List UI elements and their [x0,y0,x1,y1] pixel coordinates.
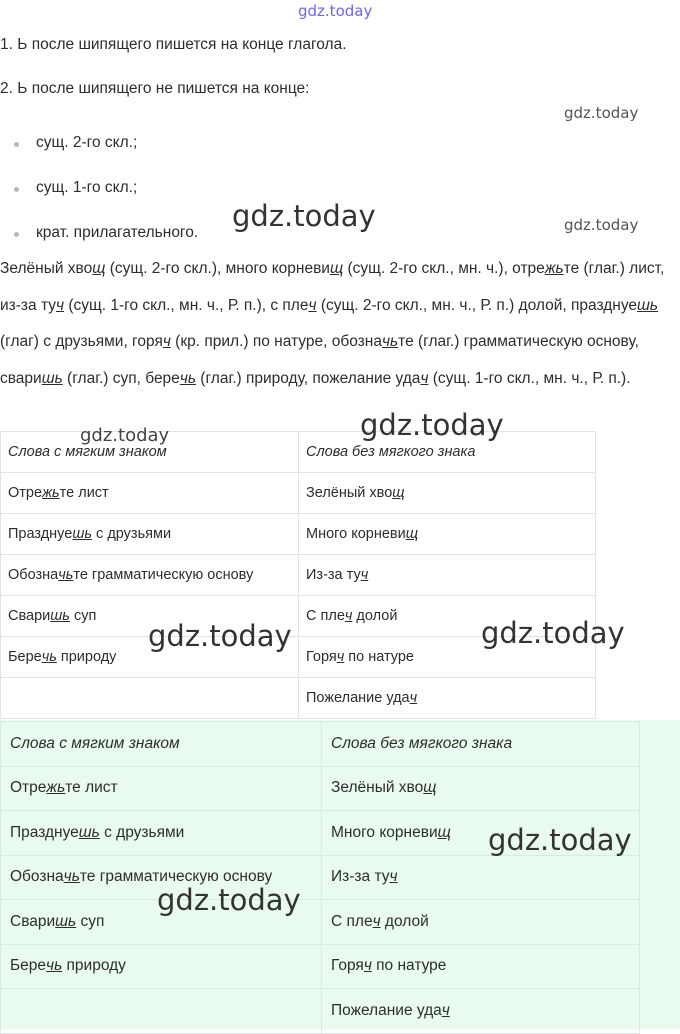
bullet-icon [14,142,19,147]
spelling-highlight: жь [42,485,60,501]
table-cell [299,514,596,555]
watermark: gdz.today [481,616,625,650]
text-segment: Пожелание уда [306,690,410,706]
table-cell [1,473,299,514]
table-cell [299,678,596,719]
watermark: gdz.today [564,216,639,234]
text-segment: (сущ. 1-го скл., мн. ч., Р. п.). [428,369,631,387]
table-row [1,900,640,945]
table-header: Слова с мягким знаком [1,722,322,767]
text-segment: те лист [65,779,118,797]
table-cell [1,514,299,555]
table-cell [1,989,322,1034]
table-row [1,678,596,719]
text-segment: Зелёный хво [306,485,393,501]
spelling-highlight: шь [637,296,659,314]
text-segment: те грамматическую основу [73,567,254,583]
rule-2: 2. Ь после шипящего не пишется на конце: [0,80,310,97]
text-segment: Зелёный хво [331,779,424,797]
table-header: Слова без мягкого знака [322,722,640,767]
text-segment: (сущ. 2-го скл.), много корневи [105,260,330,277]
watermark: gdz.today [148,619,292,653]
text-segment: Зелёный хво [0,260,93,277]
text-segment: (кр. прил.) по натуре, обозна [170,333,382,350]
spelling-highlight: чь [41,649,57,665]
watermark: gdz.today [564,104,639,122]
text-segment: Обозна [8,567,59,583]
text-segment: С пле [331,912,373,930]
watermark: gdz.today [80,425,170,446]
table-row [1,766,640,811]
text-segment: с друзьями [92,526,172,542]
watermark: gdz.today [488,823,632,857]
spelling-highlight: жь [46,779,66,797]
table-row [1,514,596,555]
text-segment: с друзьями [99,823,185,841]
spelling-highlight: шь [78,823,100,841]
spelling-highlight: ч [363,957,372,975]
spelling-highlight: жь [544,260,564,277]
rule-1: 1. Ь после шипящего пишется на конце глагола. [0,36,347,53]
text-segment: (сущ. 2-го скл., мн. ч., Р. п.) долой, празднуе [316,296,638,314]
table-cell [1,766,322,811]
words-table [0,431,596,719]
text-segment: Празднуе [10,823,79,841]
text-segment: по натуре [371,957,447,975]
table-row [1,989,640,1034]
text-segment: Из-за ту [331,868,390,886]
text-segment: долой [380,912,429,930]
words-table-copy [0,721,640,1034]
text-segment: суп [76,912,105,930]
table-row [1,473,596,514]
text-segment: (глаг.) суп, бере [62,369,180,387]
bullet-icon [14,187,19,192]
spelling-highlight: шь [50,608,70,624]
spelling-highlight: ч [409,690,418,706]
text-segment: те грамматическую основу [79,868,273,886]
text-segment: (сущ. 2-го скл., мн. ч.), отре [343,260,545,277]
text-segment: природу [62,957,126,975]
bullet-icon [14,232,19,237]
spelling-highlight: чь [179,369,196,387]
spelling-highlight: ч [162,333,171,350]
table-cell [299,555,596,596]
table-row [1,555,596,596]
spelling-highlight: ч [360,567,369,583]
rule-item: сущ. 1-го скл.; [36,179,138,196]
example-paragraph [0,251,676,397]
watermark: gdz.today [157,883,301,917]
rule-item: крат. прилагательного. [36,224,199,241]
table-cell [1,678,299,719]
spelling-highlight: щ [405,526,419,542]
text-segment: Много корневи [306,526,406,542]
table-cell [1,811,322,856]
text-segment: суп [69,608,97,624]
text-segment: долой [352,608,398,624]
text-segment: С пле [306,608,345,624]
spelling-highlight: шь [41,369,63,387]
table-cell [299,473,596,514]
text-segment: Горя [306,649,337,665]
spelling-highlight: ч [55,296,65,314]
spelling-highlight: ч [441,1001,450,1019]
table-row [1,944,640,989]
text-segment: те (глаг.) лист, из-за ту [0,260,665,314]
spelling-highlight: чь [63,868,80,886]
spelling-highlight: чь [46,957,63,975]
rule-item: сущ. 2-го скл.; [36,134,138,151]
spelling-highlight: ч [308,296,317,314]
text-segment: Отре [8,485,43,501]
text-segment: те лист [59,485,109,501]
table-row [1,855,640,900]
text-segment: (сущ. 1-го скл., мн. ч., Р. п.), с пле [64,296,309,314]
watermark: gdz.today [360,408,504,442]
table-cell [1,555,299,596]
table-header: Слова с мягким знаком [1,432,299,473]
text-segment: те (глаг.) грамматическую основу, свари [0,333,639,387]
spelling-highlight: щ [329,260,344,277]
spelling-highlight: ч [372,912,381,930]
text-segment: Свари [8,608,51,624]
spelling-highlight: ч [389,868,398,886]
text-segment: по натуре [344,649,414,665]
text-segment: (глаг.) природу, пожелание уда [196,369,421,387]
spelling-highlight: шь [72,526,93,542]
table-cell [322,855,640,900]
text-segment: Отре [10,779,47,797]
watermark-top: gdz.today [298,2,373,20]
text-segment: Из-за ту [306,567,361,583]
text-segment: Много корневи [331,823,438,841]
text-segment: Горя [331,957,364,975]
spelling-highlight: щ [437,823,451,841]
table-cell [322,944,640,989]
spelling-highlight: шь [55,912,77,930]
spelling-highlight: щ [392,485,405,501]
watermark: gdz.today [232,199,376,233]
text-segment: Бере [8,649,42,665]
spelling-highlight: щ [423,779,437,797]
spelling-highlight: чь [381,333,399,350]
text-segment: Обозна [10,868,64,886]
table-cell [322,766,640,811]
text-segment: Бере [10,957,47,975]
text-segment: природу [56,649,117,665]
text-segment: (глаг) с друзьями, горя [0,333,163,350]
text-segment: Празднуе [8,526,73,542]
table-cell [322,900,640,945]
spelling-highlight: ч [344,608,353,624]
table-header: Слова без мягкого знака [299,432,596,473]
spelling-highlight: чь [58,567,74,583]
spelling-highlight: ч [420,369,429,387]
spelling-highlight: щ [92,260,106,277]
text-segment: Пожелание уда [331,1001,442,1019]
spelling-highlight: ч [336,649,345,665]
table-cell [1,944,322,989]
text-segment: Свари [10,912,56,930]
table-cell [322,989,640,1034]
